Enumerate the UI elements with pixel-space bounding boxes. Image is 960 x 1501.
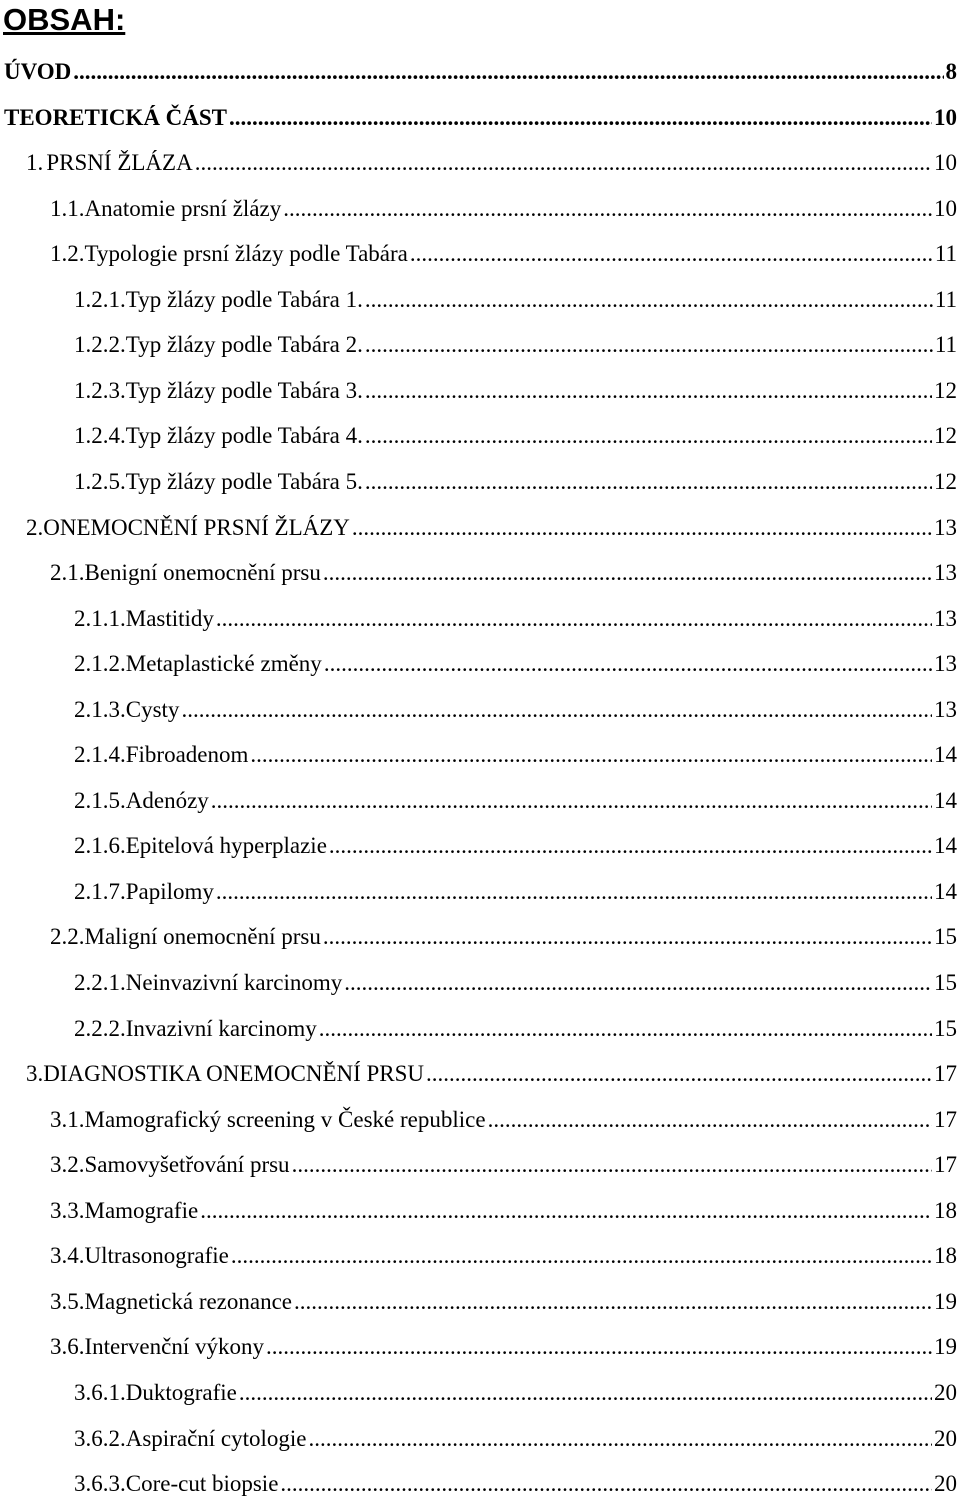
toc-entry-number: 3.4.	[50, 1243, 85, 1269]
toc-entry[interactable]	[50, 551, 957, 587]
toc-entry-label: Benigní onemocnění prsu	[84, 560, 321, 586]
toc-entry-page-number: 15	[934, 924, 957, 950]
toc-entry[interactable]	[26, 141, 957, 177]
toc-entry-number: 1.1.	[50, 195, 85, 221]
toc-entry-page-number: 14	[934, 878, 957, 904]
toc-entry[interactable]	[74, 369, 957, 405]
toc-leader-dots	[426, 1060, 932, 1088]
toc-entry-number: 2.1.	[50, 560, 85, 586]
toc-entry-number: 3.	[26, 1061, 44, 1087]
toc-entry-label: Epitelová hyperplazie	[125, 833, 327, 859]
toc-entry-number: 3.1.	[50, 1106, 85, 1132]
toc-leader-dots	[283, 195, 932, 223]
toc-entry[interactable]	[50, 1234, 957, 1270]
toc-entry-label: Mamografický screening v České republice	[84, 1106, 486, 1132]
toc-entry-number: 3.6.	[50, 1334, 85, 1360]
toc-entry-page-number: 14	[934, 833, 957, 859]
toc-entry[interactable]	[50, 1280, 957, 1316]
toc-entry-number: 2.1.2.	[74, 651, 126, 677]
toc-entry[interactable]	[50, 1098, 957, 1134]
toc-entry-page-number: 13	[934, 514, 957, 540]
toc-entry-number: 1.2.5.	[74, 468, 126, 494]
toc-entry-page-number: 12	[934, 423, 957, 449]
toc-entry-number: 2.	[26, 514, 44, 540]
toc-entry[interactable]	[74, 1007, 957, 1043]
toc-entry-page-number: 19	[934, 1334, 957, 1360]
toc-entry-label: Intervenční výkony	[84, 1334, 264, 1360]
toc-entry[interactable]	[50, 187, 957, 223]
toc-leader-dots	[365, 468, 932, 496]
toc-entry-label: Typ žlázy podle Tabára 4.	[125, 423, 363, 449]
toc-leader-dots	[250, 741, 932, 769]
toc-leader-dots	[365, 377, 932, 405]
toc-entry-label: ONEMOCNĚNÍ PRSNÍ ŽLÁZY	[43, 514, 350, 540]
toc-entry[interactable]	[50, 915, 957, 951]
toc-entry-page-number: 18	[934, 1197, 957, 1223]
toc-leader-dots	[181, 696, 932, 724]
toc-entry-number: 2.1.3.	[74, 696, 126, 722]
toc-entry[interactable]	[74, 460, 957, 496]
toc-leader-dots	[294, 1288, 932, 1316]
toc-entry-number: 2.1.1.	[74, 605, 126, 631]
toc-leader-dots	[488, 1106, 932, 1134]
toc-entry-label: Metaplastické změny	[125, 651, 322, 677]
toc-leader-dots	[352, 514, 932, 542]
toc-leader-dots	[280, 1470, 932, 1498]
toc-entry-label: Mamografie	[84, 1197, 199, 1223]
toc-leader-dots	[309, 1425, 932, 1453]
toc-leader-dots	[323, 559, 932, 587]
toc-entry-page-number: 12	[934, 468, 957, 494]
toc-leader-dots	[216, 878, 932, 906]
toc-leader-dots	[319, 1015, 932, 1043]
toc-entry-number: 3.2.	[50, 1152, 85, 1178]
toc-entry-number: 2.1.5.	[74, 787, 126, 813]
toc-entry-label: Neinvazivní karcinomy	[125, 970, 343, 995]
toc-entry-number: 2.2.	[50, 924, 85, 950]
toc-entry-number: 3.6.1.	[74, 1379, 126, 1405]
toc-leader-dots	[365, 331, 933, 359]
toc-leader-dots	[200, 1197, 932, 1225]
toc-leader-dots	[239, 1379, 932, 1407]
toc-entry-page-number: 12	[934, 377, 957, 403]
toc-entry-page-number: 17	[934, 1061, 957, 1087]
toc-entry[interactable]	[50, 232, 957, 268]
toc-entry-number: 1.2.3.	[74, 377, 126, 403]
toc-entry-label: Adenózy	[125, 787, 209, 813]
toc-entry-number: 2.2.1.	[74, 970, 126, 995]
toc-entry-label: Aspirační cytologie	[125, 1425, 307, 1451]
toc-entry[interactable]	[74, 642, 957, 678]
toc-leader-dots	[329, 832, 932, 860]
toc-entry-label: Typ žlázy podle Tabára 1.	[125, 286, 363, 312]
toc-leader-dots	[324, 650, 932, 678]
toc-entry[interactable]	[74, 961, 957, 997]
toc-entry[interactable]	[74, 733, 957, 769]
toc-entry-label: DIAGNOSTIKA ONEMOCNĚNÍ PRSU	[43, 1061, 425, 1087]
toc-entry-label: Fibroadenom	[125, 742, 249, 768]
toc-entry-label: Cysty	[125, 696, 180, 722]
toc-entry-label: PRSNÍ ŽLÁZA	[46, 150, 193, 176]
toc-entry-page-number: 11	[934, 241, 957, 267]
toc-leader-dots	[216, 605, 932, 633]
toc-entry-number: 2.1.7.	[74, 878, 126, 904]
toc-entry-label: Anatomie prsní žlázy	[84, 195, 282, 221]
toc-entry[interactable]	[74, 779, 957, 815]
toc-entry[interactable]	[50, 1143, 957, 1179]
toc-entry-page-number: 17	[934, 1106, 957, 1132]
toc-entry-page-number: 18	[934, 1243, 957, 1269]
toc-entry-label: Core-cut biopsie	[125, 1471, 279, 1497]
toc-entry-label: Samovyšetřování prsu	[84, 1152, 290, 1178]
toc-entry[interactable]	[74, 597, 957, 633]
toc-entry-page-number: 20	[934, 1425, 957, 1451]
toc-entry-page-number: 15	[934, 1015, 957, 1041]
toc-entry-number: 1.2.2.	[74, 332, 126, 358]
toc-entry-number: 2.2.2.	[74, 1015, 126, 1041]
toc-leader-dots	[365, 286, 933, 314]
toc-leader-dots	[365, 422, 932, 450]
toc-entry-label: Typ žlázy podle Tabára 3.	[125, 377, 363, 403]
toc-leader-dots	[410, 240, 933, 268]
toc-entry-number: 3.6.3.	[74, 1471, 126, 1497]
toc-entry-page-number: 14	[934, 742, 957, 768]
toc-entry-page-number: 19	[934, 1288, 957, 1314]
toc-entry-page-number: 13	[934, 560, 957, 586]
toc-entry[interactable]	[74, 278, 957, 314]
toc-entry-label: Maligní onemocnění prsu	[84, 924, 321, 950]
toc-leader-dots	[323, 923, 932, 951]
toc-entry-label: Typ žlázy podle Tabára 2.	[125, 332, 363, 358]
toc-entry-number: 1.2.1.	[74, 286, 126, 312]
toc-leader-dots	[195, 149, 932, 177]
toc-entry-page-number: 20	[934, 1471, 957, 1497]
toc-entry-number: 3.3.	[50, 1197, 85, 1223]
toc-entry[interactable]	[74, 414, 957, 450]
toc-entry-number: 3.6.2.	[74, 1425, 126, 1451]
toc-entry[interactable]	[74, 688, 957, 724]
toc-entry-number: 2.1.4.	[74, 742, 126, 768]
toc-leader-dots	[229, 104, 932, 132]
toc-entry[interactable]	[74, 824, 957, 860]
toc-entry-label: Typ žlázy podle Tabára 5.	[125, 468, 363, 494]
toc-entry-label: Papilomy	[125, 878, 214, 904]
toc-entry[interactable]	[50, 1189, 957, 1225]
toc-entry-page-number: 20	[934, 1379, 957, 1405]
toc-entry-page-number: 13	[934, 605, 957, 631]
toc-entry-page-number: 17	[934, 1152, 957, 1178]
toc-entry-label: Duktografie	[125, 1379, 237, 1405]
toc-entry-label: TEORETICKÁ ČÁST	[4, 104, 228, 130]
toc-entry-number: 2.1.6.	[74, 833, 126, 859]
toc-entry[interactable]	[26, 506, 957, 542]
toc-leader-dots	[231, 1242, 932, 1270]
toc-entry-label: Mastitidy	[125, 605, 214, 631]
toc-entry-number: 1.2.4.	[74, 423, 126, 449]
toc-entry[interactable]	[74, 870, 957, 906]
toc-entry-number: 3.5.	[50, 1288, 85, 1314]
toc-entry[interactable]	[26, 1052, 957, 1088]
toc-entry-label: Magnetická rezonance	[84, 1288, 293, 1314]
toc-entry-page-number: 8	[945, 59, 957, 84]
toc-entry-label: Typologie prsní žlázy podle Tabára	[84, 241, 408, 267]
toc-entry-page-number: 14	[934, 787, 957, 813]
toc-entry-number: 1.	[26, 150, 44, 176]
toc-entry-page-number: 13	[934, 696, 957, 722]
toc-entry-page-number: 15	[934, 970, 957, 995]
toc-leader-dots	[211, 787, 932, 815]
toc-entry[interactable]	[74, 1371, 957, 1407]
toc-entry[interactable]	[50, 1325, 957, 1361]
toc-entry[interactable]	[74, 1462, 957, 1498]
toc-leader-dots	[344, 969, 932, 997]
toc-leader-dots	[266, 1333, 932, 1361]
toc-entry[interactable]	[74, 1417, 957, 1453]
toc-leader-dots	[73, 58, 943, 86]
toc-entry-label: ÚVOD	[4, 59, 72, 84]
page-title: OBSAH:	[3, 2, 126, 37]
toc-entry-label: Invazivní karcinomy	[125, 1015, 317, 1041]
toc-entry-page-number: 10	[934, 195, 957, 221]
toc-entry-page-number: 10	[934, 104, 957, 130]
toc-entry[interactable]	[74, 323, 957, 359]
toc-entry-page-number: 10	[934, 150, 957, 176]
toc-entry-page-number: 13	[934, 651, 957, 677]
toc-entry[interactable]	[4, 96, 957, 132]
toc-entry-number: 1.2.	[50, 241, 85, 267]
toc-entry-page-number: 11	[934, 286, 957, 312]
toc-entry-label: Ultrasonografie	[84, 1243, 229, 1269]
toc-entry-page-number: 11	[934, 332, 957, 358]
toc-leader-dots	[292, 1151, 932, 1179]
toc-entry[interactable]	[4, 50, 957, 86]
